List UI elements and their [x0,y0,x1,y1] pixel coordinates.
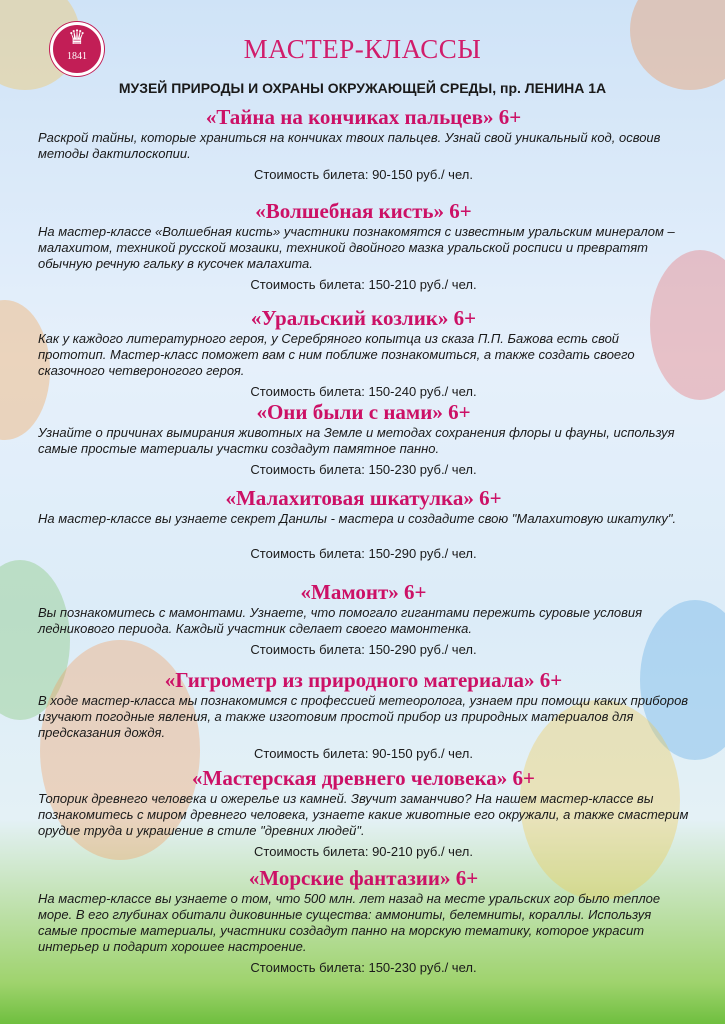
page-title: МАСТЕР-КЛАССЫ [243,34,482,64]
class-description: На мастер-классе вы узнаете секрет Данилы - мастера и создадите свою "Малахитовую шкатулку". [38,511,677,526]
class-price: Стоимость билета: 150-230 руб./ чел. [250,462,477,477]
class-price: Стоимость билета: 90-210 руб./ чел. [254,844,473,859]
class-card [38,399,689,479]
class-title: «Гигрометр из природного материала» 6+ [164,668,563,692]
class-price: Стоимость билета: 90-150 руб./ чел. [254,167,473,182]
class-price: Стоимость билета: 150-290 руб./ чел. [250,546,477,561]
class-card [38,765,689,863]
class-list [38,104,689,975]
class-description: Вы познакомитесь с мамонтами. Узнаете, что помогало гигантами пережить суровые условия ледникового периода. Каждый участник сделает своего мамонтенка. [38,605,643,636]
page-subtitle: МУЗЕЙ ПРИРОДЫ И ОХРАНЫ ОКРУЖАЮЩЕЙ СРЕДЫ, пр. ЛЕНИНА 1А [118,80,607,96]
class-title: «Морские фантазии» 6+ [248,866,479,890]
class-card [38,865,689,975]
class-description: В ходе мастер-класса мы познакомимся с профессией метеоролога, узнаем при помощи каких приборов изучают погодные явления, а также изготовим простой прибор из природных материалов для предсказания дождя. [38,693,689,740]
class-price: Стоимость билета: 150-290 руб./ чел. [250,642,477,657]
class-price: Стоимость билета: 150-240 руб./ чел. [250,384,477,399]
class-title: «Тайна на кончиках пальцев» 6+ [205,105,522,129]
class-title: «Они были с нами» 6+ [256,400,471,424]
logo-year: 1841 [67,51,87,62]
class-description: Как у каждого литературного героя, у Серебряного копытца из сказа П.П. Бажова есть свой прототип. Мастер-класс поможет вам с ним поближе познакомиться, а также создать своего сказочного четвероногого героя. [38,331,635,378]
class-description: Топорик древнего человека и ожерелье из камней. Звучит заманчиво? На нашем мастер-классе вы познакомитесь с миром древнего человека, узнаете какие животные его окружали, а также смастерим орудие труда и украшение в стиле "древних людей". [38,791,689,838]
class-title: «Волшебная кисть» 6+ [255,199,472,223]
class-price: Стоимость билета: 150-230 руб./ чел. [250,960,477,975]
class-price: Стоимость билета: 150-210 руб./ чел. [250,277,477,292]
class-description: Раскрой тайны, которые храниться на кончиках твоих пальцев. Узнай свой уникальный код, освоив методы дактилоскопии. [38,130,661,161]
class-card [38,198,689,301]
class-title: «Малахитовая шкатулка» 6+ [225,486,502,510]
class-card [38,305,689,399]
class-title: «Мамонт» 6+ [300,580,427,604]
class-card [38,485,689,565]
class-card [38,579,689,665]
crown-icon: ♛ [68,27,86,49]
class-title: «Уральский козлик» 6+ [250,306,477,330]
class-title: «Мастерская древнего человека» 6+ [192,766,535,790]
class-description: На мастер-классе вы узнаете о том, что 500 млн. лет назад на месте уральских гор было теплое море. В его глубинах обитали диковинные существа: аммониты, белемниты, кораллы. Используя самые простые материалы, участники создадут панно на морскую тематику, которое украсит интерьер и подарит хорошее настроение. [38,891,661,954]
class-description: Узнайте о причинах вымирания животных на Земле и методах сохранения флоры и фауны, используя самые простые материалы участки создадут памятное панно. [38,425,675,456]
class-card [38,667,689,763]
class-card [38,104,689,180]
class-description: На мастер-классе «Волшебная кисть» участники познакомятся с известным уральским минералом – малахитом, техникой русской мозаики, техникой двойного мазка уральской росписи и превратят обычную речную гальку в кусочек малахита. [38,224,675,271]
class-price: Стоимость билета: 90-150 руб./ чел. [254,746,473,761]
